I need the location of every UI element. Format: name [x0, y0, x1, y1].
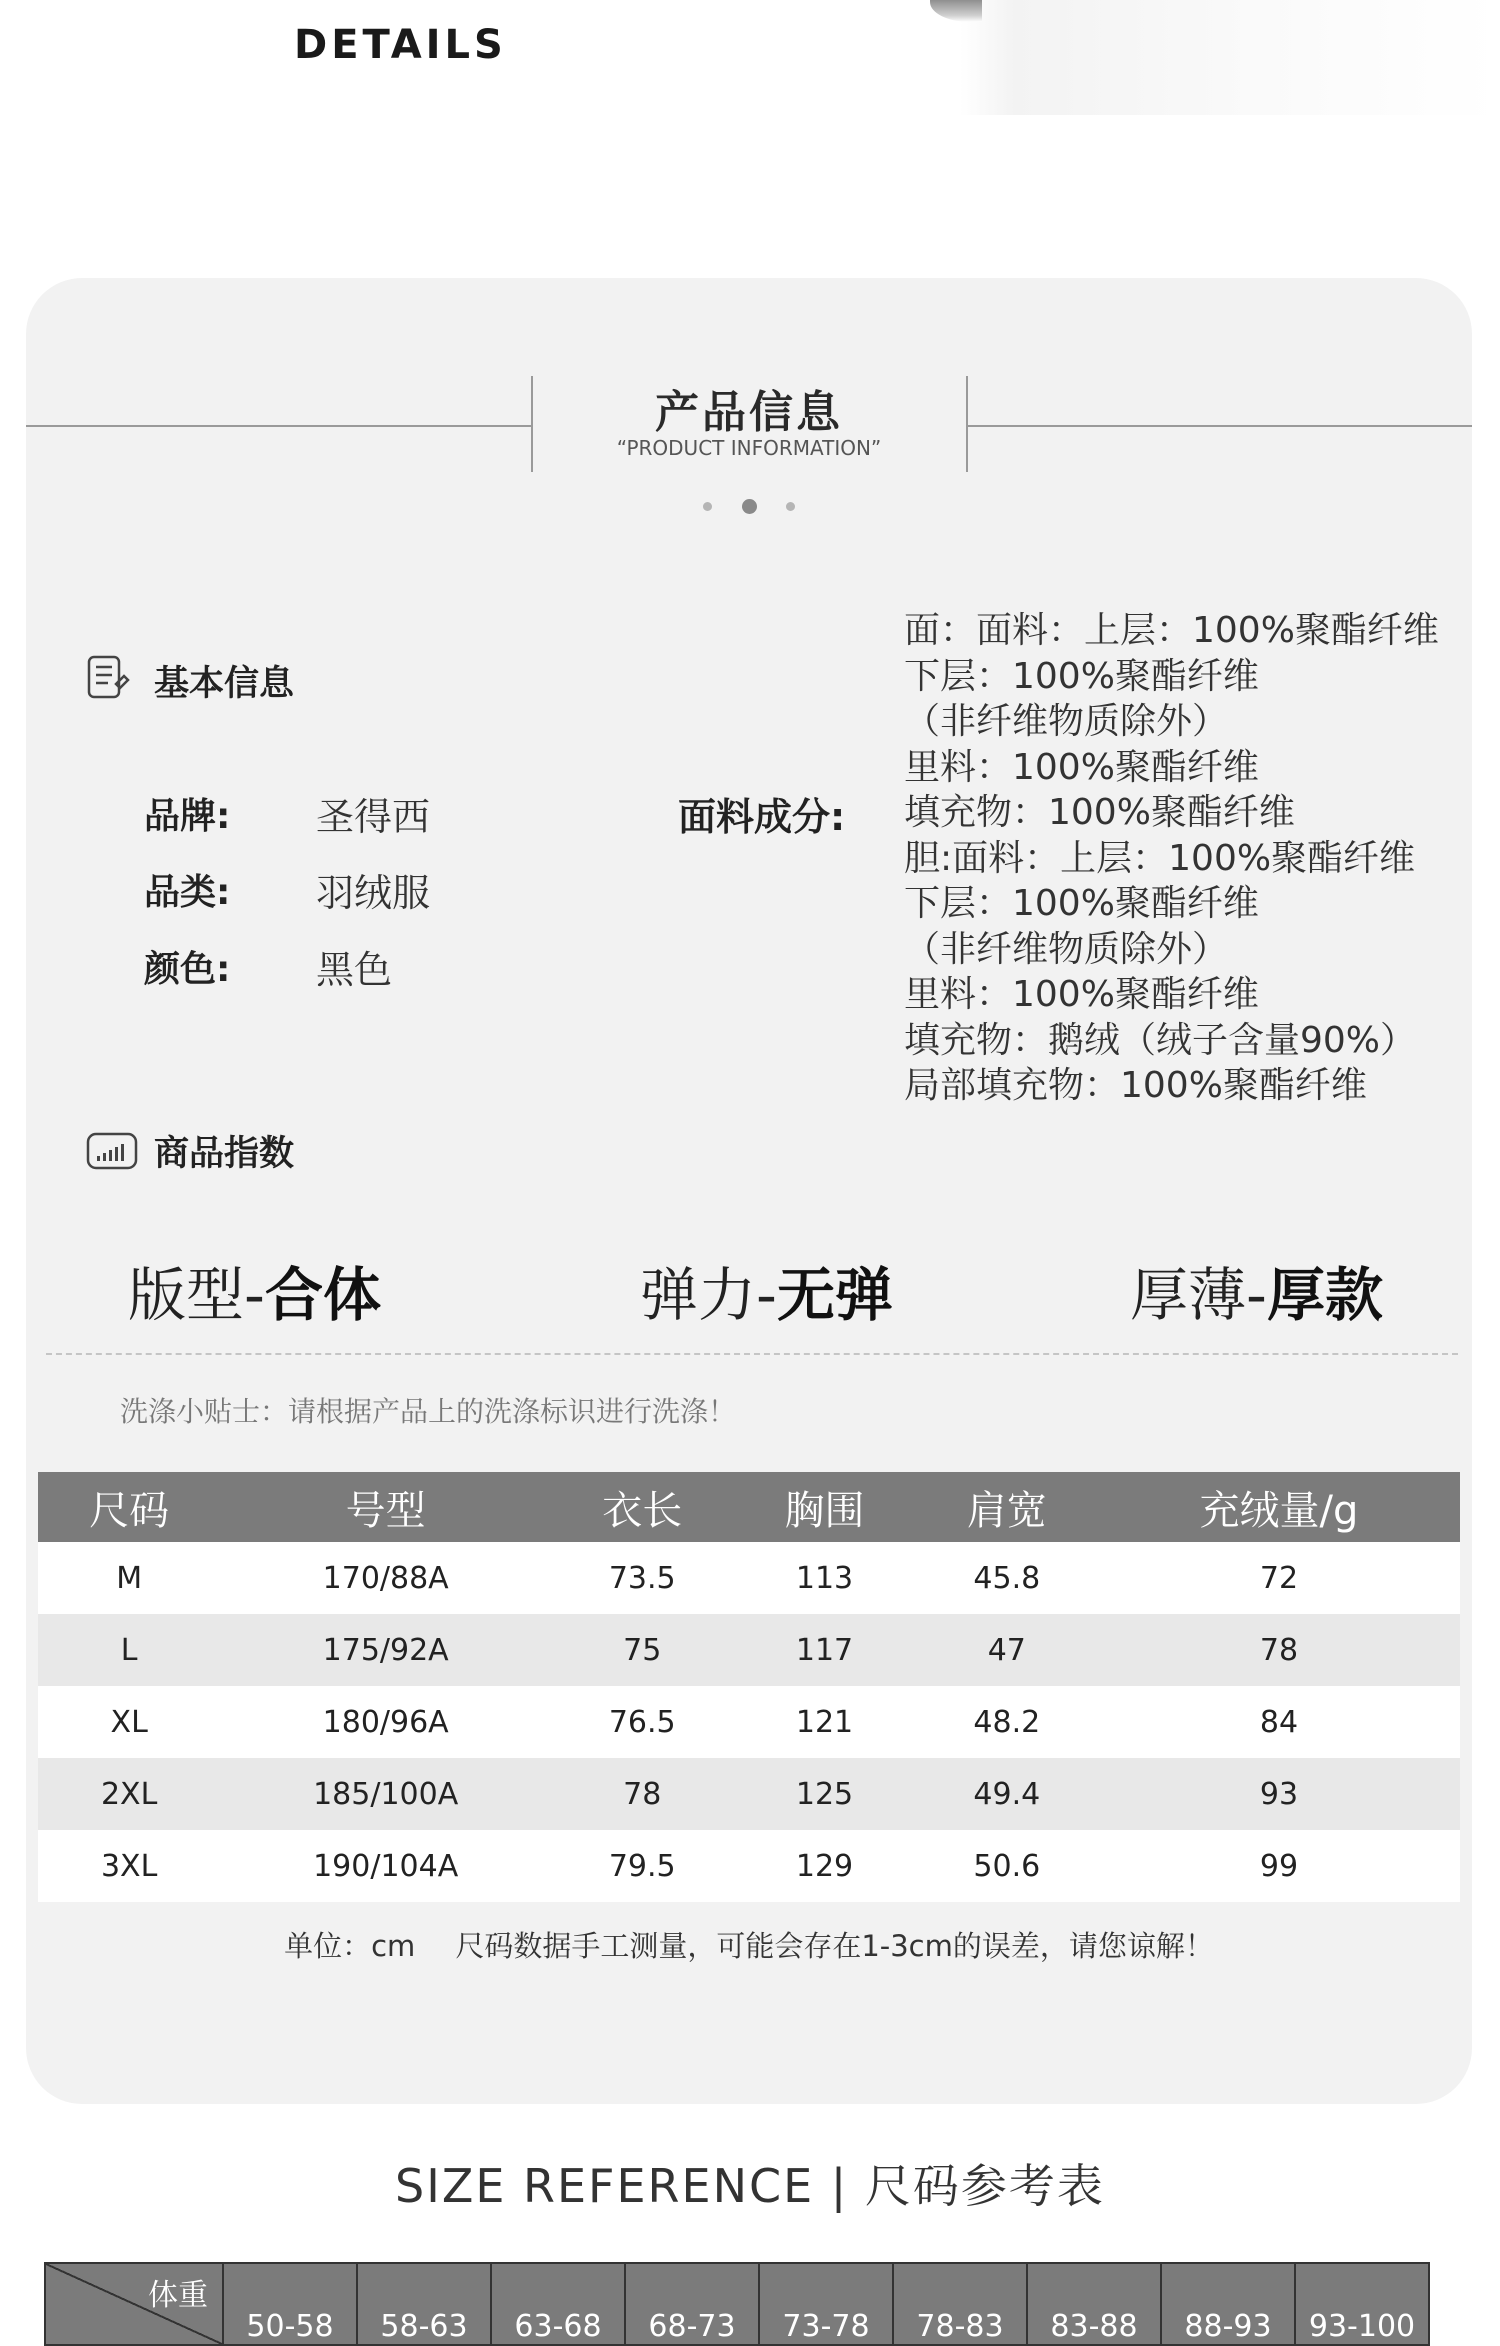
table-cell: XL — [38, 1686, 220, 1758]
table-cell: 79.5 — [551, 1830, 733, 1902]
color-label: 颜色: — [144, 949, 231, 990]
table-cell: 2XL — [38, 1758, 220, 1830]
fabric-line: 胆:面料：上层：100%聚酯纤维 — [904, 837, 1416, 879]
wash-tip: 洗涤小贴士：请根据产品上的洗涤标识进行洗涤！ — [120, 1395, 737, 1428]
table-row — [38, 1830, 1460, 1902]
table-cell: 175/92A — [220, 1614, 551, 1686]
index-fit-name: 版型- — [128, 1261, 265, 1329]
section-subtitle: “PRODUCT INFORMATION” — [616, 436, 882, 460]
corner-cell — [45, 2263, 223, 2345]
table-cell: 48.2 — [916, 1686, 1098, 1758]
signal-bars-icon — [86, 1132, 132, 1176]
fabric-line: （非纤维物质除外） — [904, 928, 1229, 970]
weight-cell: 58-63 — [357, 2263, 491, 2345]
brand-value: 圣得西 — [316, 795, 431, 839]
fabric-line: 填充物：100%聚酯纤维 — [904, 792, 1295, 833]
table-cell: 78 — [1098, 1614, 1460, 1686]
size-reference-title: SIZE REFERENCE | 尺码参考表 — [395, 2159, 1105, 2213]
table-cell: 3XL — [38, 1830, 220, 1902]
index-fit-value: 合体 — [264, 1261, 381, 1329]
hero-product-image — [960, 0, 1500, 115]
weight-cell: 78-83 — [893, 2263, 1027, 2345]
column-header: 尺码 — [38, 1472, 220, 1542]
details-heading: DETAILS — [294, 22, 507, 68]
weight-cell: 93-100 — [1295, 2263, 1429, 2345]
column-header: 充绒量/g — [1098, 1472, 1460, 1542]
section-title: 产品信息 — [655, 387, 843, 438]
table-cell: M — [38, 1542, 220, 1614]
document-icon — [86, 654, 132, 698]
table-note — [26, 1924, 1472, 1965]
table-cell: 72 — [1098, 1542, 1460, 1614]
table-header-row — [38, 1472, 1460, 1542]
hero-product-image-edge — [930, 0, 982, 22]
table-cell: 99 — [1098, 1830, 1460, 1902]
index-elasticity-name: 弹力- — [640, 1261, 777, 1329]
table-cell: 84 — [1098, 1686, 1460, 1758]
dot — [703, 502, 712, 511]
table-cell: 93 — [1098, 1758, 1460, 1830]
index-thickness-value: 厚款 — [1266, 1261, 1383, 1329]
product-info-card — [26, 278, 1472, 2104]
fabric-line: 局部填充物：100%聚酯纤维 — [904, 1065, 1367, 1106]
table-cell: 49.4 — [916, 1758, 1098, 1830]
table-cell: 75 — [551, 1614, 733, 1686]
pagination-dots — [26, 496, 1472, 515]
category-value: 羽绒服 — [316, 871, 431, 915]
table-row — [38, 1542, 1460, 1614]
weight-cell: 83-88 — [1027, 2263, 1161, 2345]
fabric-line: 下层：100%聚酯纤维 — [904, 883, 1259, 924]
weight-cell: 68-73 — [625, 2263, 759, 2345]
basic-info-title: 基本信息 — [154, 664, 295, 704]
table-cell: L — [38, 1614, 220, 1686]
table-cell: 185/100A — [220, 1758, 551, 1830]
weight-row — [45, 2263, 1429, 2345]
brand-label: 品牌: — [144, 796, 231, 837]
table-cell: 180/96A — [220, 1686, 551, 1758]
weight-cell: 88-93 — [1161, 2263, 1295, 2345]
weight-label: 体重 — [148, 2278, 208, 2313]
size-table — [38, 1472, 1460, 1902]
column-header: 衣长 — [551, 1472, 733, 1542]
fabric-composition — [904, 608, 1464, 1109]
dot-active — [742, 499, 757, 514]
table-cell: 45.8 — [916, 1542, 1098, 1614]
table-cell: 76.5 — [551, 1686, 733, 1758]
table-cell: 47 — [916, 1614, 1098, 1686]
index-elasticity-value: 无弹 — [776, 1261, 893, 1329]
product-index-title: 商品指数 — [154, 1134, 295, 1174]
index-fit — [128, 1248, 381, 1332]
fabric-line: 下层：100%聚酯纤维 — [904, 655, 1259, 697]
dot — [786, 502, 795, 511]
color-value: 黑色 — [316, 948, 393, 992]
table-cell: 190/104A — [220, 1830, 551, 1902]
measurement-note: 尺码数据手工测量，可能会存在1-3cm的误差，请您谅解！ — [455, 1929, 1214, 1963]
column-header: 胸围 — [733, 1472, 915, 1542]
fabric-line: 面：面料：上层：100%聚酯纤维 — [904, 610, 1439, 651]
table-cell: 125 — [733, 1758, 915, 1830]
index-elasticity — [640, 1248, 893, 1332]
table-cell: 129 — [733, 1830, 915, 1902]
table-cell: 170/88A — [220, 1542, 551, 1614]
table-cell: 73.5 — [551, 1542, 733, 1614]
table-row — [38, 1686, 1460, 1758]
fabric-line: （非纤维物质除外） — [904, 701, 1229, 742]
table-cell: 121 — [733, 1686, 915, 1758]
table-cell: 50.6 — [916, 1830, 1098, 1902]
column-header: 号型 — [220, 1472, 551, 1542]
unit-note: 单位：cm — [284, 1929, 416, 1963]
fabric-label: 面料成分: — [678, 795, 846, 839]
category-label: 品类: — [144, 872, 231, 913]
table-cell: 117 — [733, 1614, 915, 1686]
index-thickness — [1130, 1248, 1383, 1332]
weight-cell: 50-58 — [223, 2263, 357, 2345]
fabric-line: 里料：100%聚酯纤维 — [904, 974, 1259, 1015]
weight-cell: 63-68 — [491, 2263, 625, 2345]
fabric-line: 里料：100%聚酯纤维 — [904, 746, 1259, 788]
size-reference-table — [44, 2262, 1430, 2346]
table-cell: 113 — [733, 1542, 915, 1614]
fabric-line: 填充物：鹅绒（绒子含量90%） — [904, 1019, 1417, 1061]
dashed-divider — [46, 1353, 1458, 1355]
table-cell: 78 — [551, 1758, 733, 1830]
index-thickness-name: 厚薄- — [1130, 1261, 1267, 1329]
table-row — [38, 1758, 1460, 1830]
weight-cell: 73-78 — [759, 2263, 893, 2345]
column-header: 肩宽 — [916, 1472, 1098, 1542]
table-row — [38, 1614, 1460, 1686]
